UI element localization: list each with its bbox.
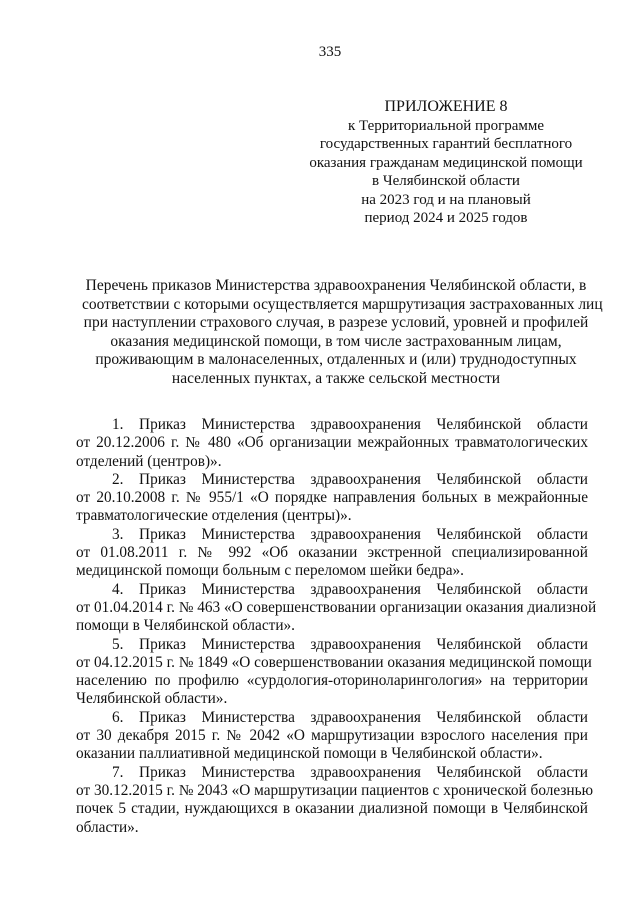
page-number: 335 xyxy=(318,44,342,60)
document-title xyxy=(82,277,603,389)
document-title-line: проживающим в малонаселенных, отдаленных и (или) труднодоступных xyxy=(95,351,577,369)
appendix-title: ПРИЛОЖЕНИЕ 8 xyxy=(384,98,508,115)
order-item xyxy=(76,709,588,764)
order-item xyxy=(76,763,594,837)
document-title-line: соответствии с которыми осуществляется маршрутизация застрахованных лиц xyxy=(82,295,603,313)
order-line: 2. Приказ Министерства здравоохранения Челябинской области xyxy=(112,470,588,488)
order-line: 4. Приказ Министерства здравоохранения Челябинской области xyxy=(112,580,588,598)
order-line: от 01.08.2011 г. № 992 «Об оказании экстренной специализированной xyxy=(76,544,588,562)
order-line: Челябинской области». xyxy=(76,690,228,708)
document-title-line: Перечень приказов Министерства здравоохранения Челябинской области, в xyxy=(85,277,587,294)
order-line: от 30.12.2015 г. № 2043 «О маршрутизации пациентов с хронической болезнью xyxy=(76,781,594,799)
order-line: области». xyxy=(76,818,139,836)
appendix-line: государственных гарантий бесплатного xyxy=(319,136,573,152)
order-line: отделений (центров)». xyxy=(76,452,222,470)
appendix-block xyxy=(296,98,596,228)
order-item xyxy=(76,635,592,709)
appendix-line: к Территориальной программе xyxy=(347,117,545,134)
appendix-line: в Челябинской области xyxy=(372,173,520,189)
document-title-line: при наступлении страхового случая, в разрезе условий, уровней и профилей xyxy=(83,314,589,332)
order-line: травматологические отделения (центры)». xyxy=(76,507,352,525)
orders-list xyxy=(76,416,597,837)
appendix-line: период 2024 и 2025 годов xyxy=(364,210,528,226)
order-line: 7. Приказ Министерства здравоохранения Челябинской области xyxy=(112,763,588,781)
order-item xyxy=(76,526,588,581)
order-line: от 20.12.2006 г. № 480 «Об организации межрайонных травматологических xyxy=(76,434,588,452)
order-line: почек 5 стадии, нуждающихся в оказании диализной помощи в Челябинской xyxy=(76,800,588,818)
order-line: от 04.12.2015 г. № 1849 «О совершенствовании оказания медицинской помощи xyxy=(76,653,592,671)
order-line: населению по профилю «сурдология-оториноларингология» на территории xyxy=(76,672,588,690)
order-line: оказании паллиативной медицинской помощи в Челябинской области». xyxy=(76,745,543,763)
order-item xyxy=(76,580,597,636)
document-title-line: оказания медицинской помощи, в том числе застрахованным лицам, xyxy=(110,332,562,350)
order-item xyxy=(76,416,588,471)
order-line: 6. Приказ Министерства здравоохранения Челябинской области xyxy=(112,708,588,726)
order-line: от 20.10.2008 г. № 955/1 «О порядке направления больных в межрайонные xyxy=(76,489,588,507)
order-line: от 01.04.2014 г. № 463 «О совершенствовании организации оказания диализной xyxy=(76,598,597,616)
appendix-line: оказания гражданам медицинской помощи xyxy=(309,154,583,171)
order-line: помощи в Челябинской области». xyxy=(76,617,295,635)
order-line: 1. Приказ Министерства здравоохранения Челябинской области xyxy=(112,416,588,433)
order-line: 5. Приказ Министерства здравоохранения Челябинской области xyxy=(112,635,588,653)
order-line: от 30 декабря 2015 г. № 2042 «О маршрутизации взрослого населения при xyxy=(76,727,588,745)
order-item xyxy=(76,471,588,526)
order-line: медицинской помощи больным с переломом шейки бедра». xyxy=(76,562,464,580)
appendix-line: на 2023 год и на плановый xyxy=(361,191,531,208)
document-title-line: населенных пунктах, а также сельской местности xyxy=(171,369,501,387)
order-line: 3. Приказ Министерства здравоохранения Челябинской области xyxy=(112,525,588,543)
